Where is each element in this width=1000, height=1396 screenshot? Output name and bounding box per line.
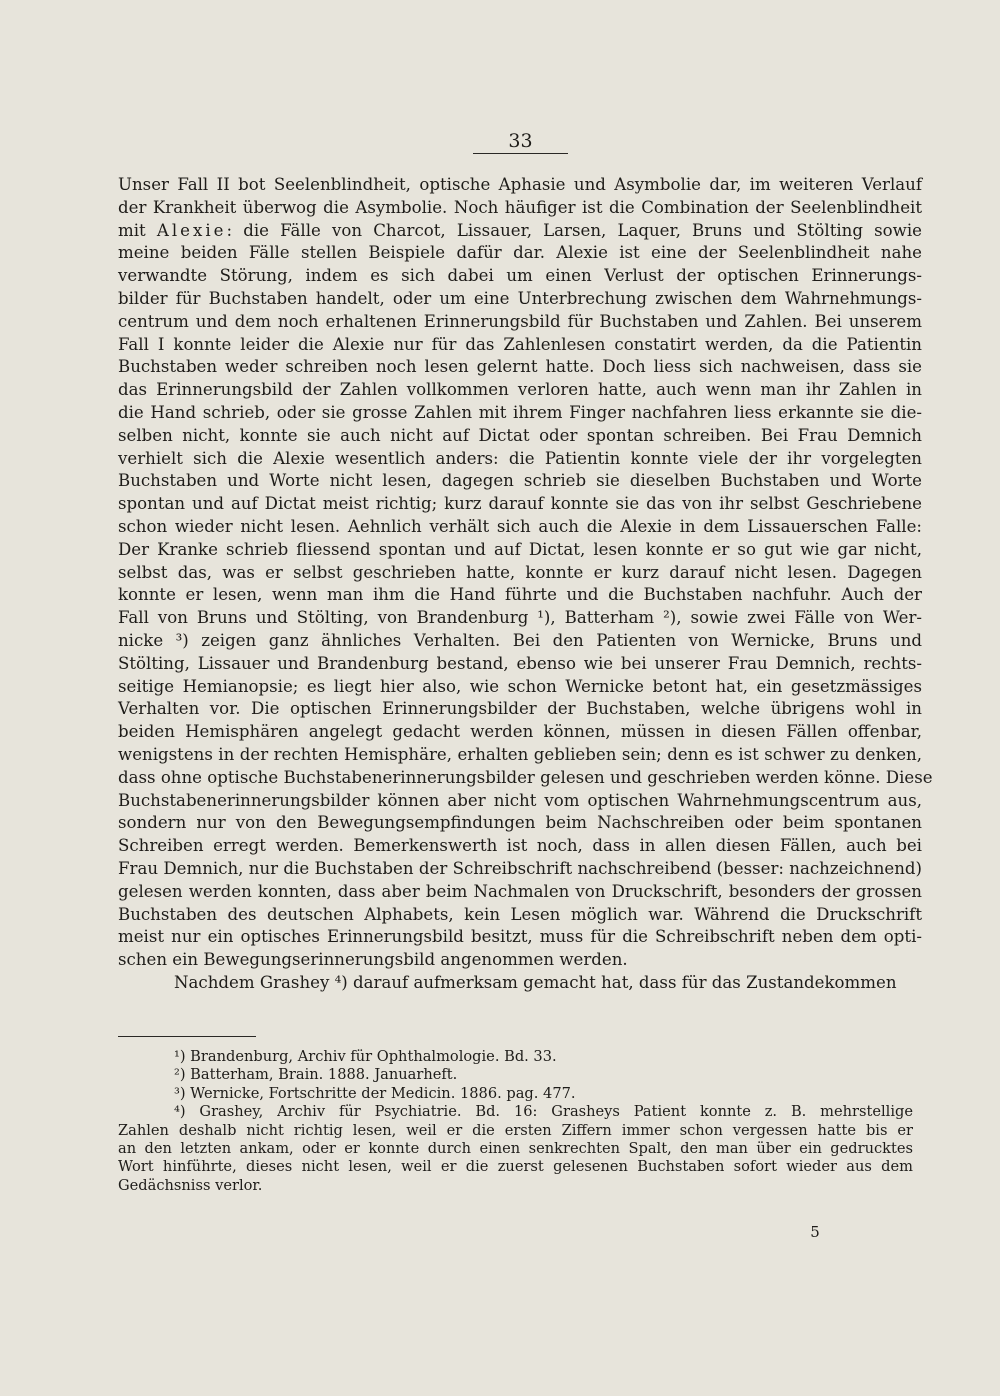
text-line: der Krankheit überwog die Asymbolie. Noch häufiger ist die Combination der Seelenblindheit [118,197,922,217]
text-line: dass ohne optische Buchstabenerinnerungsbilder gelesen und geschrieben werden könne. Diese [118,767,933,787]
text-line: nicke ³) zeigen ganz ähnliches Verhalten. Bei den Patienten von Wernicke, Bruns und [118,630,922,650]
emphasized-word: Alexie [156,220,227,240]
text-line: Der Kranke schrieb fliessend spontan und auf Dictat, lesen konnte er so gut wie gar nicht, [118,539,922,559]
text-line: seitige Hemianopsie; es liegt hier also, wie schon Wernicke betont hat, ein gesetzmässiges [118,676,922,696]
footnote-line: ⁴) Grashey, Archiv für Psychiatrie. Bd. 16: Grasheys Patient konnte z. B. mehrstellige [174,1103,913,1121]
signature-mark: 5 [810,1223,820,1241]
text-line: schen ein Bewegungserinnerungsbild angenommen werden. [118,950,628,970]
text-line: spontan und auf Dictat meist richtig; kurz darauf konnte sie das von ihr selbst Geschriebene [118,494,922,514]
text-line: Nachdem Grashey ⁴) darauf aufmerksam gemacht hat, dass für das Zustandekommen [174,972,897,992]
text-line: Verhalten vor. Die optischen Erinnerungsbilder der Buchstaben, welche übrigens wohl in [118,699,922,719]
text-line: das Erinnerungsbild der Zahlen vollkommen verloren hatte, auch wenn man ihr Zahlen in [118,380,922,400]
footnote-line: Wort hinführte, dieses nicht lesen, weil er die zuerst gelesenen Buchstaben sofort wieder aus dem [118,1158,913,1176]
text-line: selbst das, was er selbst geschrieben hatte, konnte er kurz darauf nicht lesen. Dagegen [118,562,922,582]
text-line: verhielt sich die Alexie wesentlich anders: die Patientin konnte viele der ihr vorgelegten [118,448,922,468]
text-line: Stölting, Lissauer und Brandenburg bestand, ebenso wie bei unserer Frau Demnich, rechts- [118,653,922,673]
body-text [118,174,933,995]
footnote-line: ¹) Brandenburg, Archiv für Ophthalmologie. Bd. 33. [174,1048,557,1065]
text-line: Frau Demnich, nur die Buchstaben der Schreibschrift nachschreibend (besser: nachzeichnend) [118,858,922,878]
footnote-line: Gedächsniss verlor. [118,1176,263,1194]
page-number: 33 [508,130,533,152]
text-line: meist nur ein optisches Erinnerungsbild besitzt, muss für die Schreibschrift neben dem opti- [118,927,922,947]
text-line: sondern nur von den Bewegungsempfindungen beim Nachschreiben oder beim spontanen [118,813,922,833]
text-line: Fall von Bruns und Stölting, von Brandenburg ¹), Batterham ²), sowie zwei Fälle von Wer- [118,608,922,628]
text-line: Buchstaben weder schreiben noch lesen gelernt hatte. Doch liess sich nachweisen, dass sie [118,357,922,377]
text-line: Fall I konnte leider die Alexie nur für das Zahlenlesen constatirt werden, da die Patientin [118,334,922,354]
text-line: Buchstaben und Worte nicht lesen, dagegen schrieb sie dieselben Buchstaben und Worte [118,471,922,491]
text-line: mit Alexie: die Fälle von Charcot, Lissauer, Larsen, Laquer, Bruns und Stölting sowie [118,220,922,240]
text-line: beiden Hemisphären angelegt gedacht werden können, müssen in diesen Fällen offenbar, [118,722,922,742]
footnote-line: ²) Batterham, Brain. 1888. Januarheft. [174,1066,458,1084]
text-line: Buchstabenerinnerungsbilder können aber nicht vom optischen Wahrnehmungscentrum aus, [118,790,922,810]
text-line: Schreiben erregt werden. Bemerkenswerth ist noch, dass in allen diesen Fällen, auch bei [118,836,922,856]
text-line: Unser Fall II bot Seelenblindheit, optische Aphasie und Asymbolie dar, im weiteren Verlauf [118,175,922,194]
text-line: wenigstens in der rechten Hemisphäre, erhalten geblieben sein; denn es ist schwer zu denken, [118,744,922,764]
text-line: verwandte Störung, indem es sich dabei um einen Verlust der optischen Erinnerungs- [118,266,922,286]
footnote-line: Zahlen deshalb nicht richtig lesen, weil er die ersten Ziffern immer schon vergessen hatte bis er [118,1121,913,1139]
text-line: die Hand schrieb, oder sie grosse Zahlen mit ihrem Finger nachfahren liess erkannte sie die- [118,402,922,422]
footnotes [118,1048,913,1195]
footnote-line: ³) Wernicke, Fortschritte der Medicin. 1886. pag. 477. [174,1084,576,1102]
text-line: bilder für Buchstaben handelt, oder um eine Unterbrechung zwischen dem Wahrnehmungs- [118,288,922,308]
text-line: centrum und dem noch erhaltenen Erinnerungsbild für Buchstaben und Zahlen. Bei unserem [118,311,922,331]
text-line: meine beiden Fälle stellen Beispiele dafür dar. Alexie ist eine der Seelenblindheit nahe [118,243,922,263]
text-line: selben nicht, konnte sie auch nicht auf Dictat oder spontan schreiben. Bei Frau Demnich [118,425,922,445]
header-rule [473,153,568,154]
text-line: schon wieder nicht lesen. Aehnlich verhält sich auch die Alexie in dem Lissauerschen Falle: [118,516,922,536]
text-line: gelesen werden konnten, dass aber beim Nachmalen von Druckschrift, besonders der grossen [118,881,922,901]
footnote-separator [118,1036,256,1037]
text-line: konnte er lesen, wenn man ihm die Hand führte und die Buchstaben nachfuhr. Auch der [118,585,922,605]
text-line: Buchstaben des deutschen Alphabets, kein Lesen möglich war. Während die Druckschrift [118,904,922,924]
footnote-line: an den letzten ankam, oder er konnte durch einen senkrechten Spalt, den man über ein gedrucktes [118,1139,913,1157]
